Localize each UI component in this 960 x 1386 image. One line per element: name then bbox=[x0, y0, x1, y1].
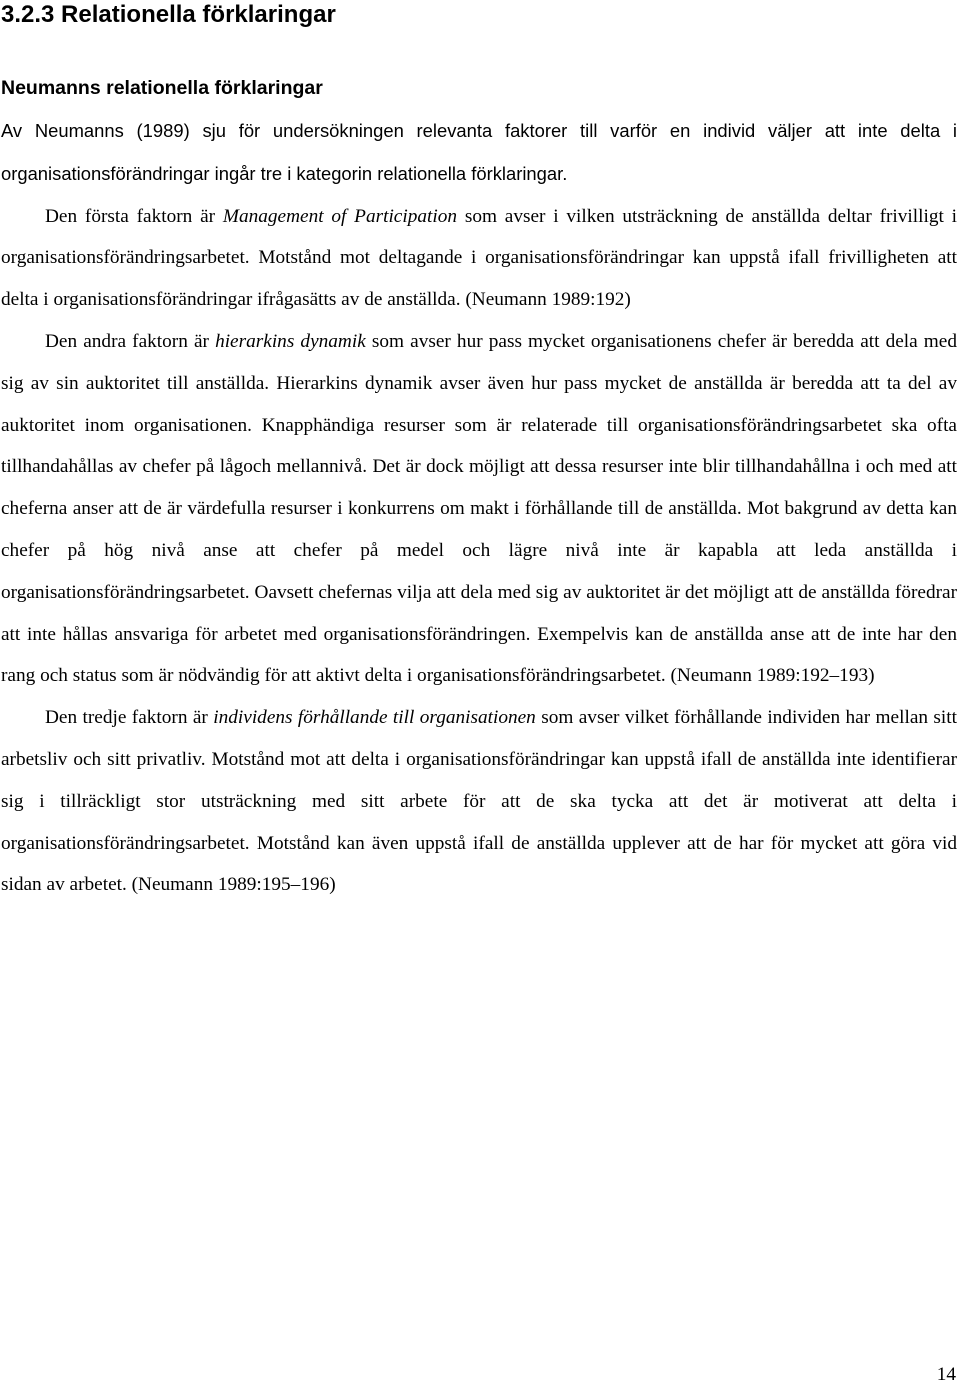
factor-1-text: som avser i vilken utsträckning de anställda deltar frivilligt i organisationsförändringsarbetet. Motstånd mot deltagande i organisationsförändringar kan uppstå ifall frivilligheten att delta i organisationsförändringar ifrågasätts av de anställda. (Neumann 1989:192) bbox=[1, 205, 957, 311]
factor-2-text: som avser hur pass mycket organisationens chefer är beredda att dela med sig av sin auktoritet till anställda. Hierarkins dynamik avser även hur pass mycket de anställda är beredda att ta del av auktoritet inom organisationen. Knapphändiga resurser som är relaterade till organisationsförändringsarbetet ska ofta tillhandahållas av chefer på lågoch mellannivå. Det är dock möjligt att dessa resurser inte blir tillhandahållna i och med att cheferna anser att de är värdefulla resurser i konkurrens om makt i förhållande till de anställda. Mot bakgrund av detta kan chefer på hög nivå anse att chefer på medel och lägre nivå inte är kapabla att leda anställda i organisationsförändringsarbetet. Oavsett chefernas vilja att dela med sig av auktoritet är det möjligt att de anställda föredrar att inte hållas ansvariga för arbetet med organisationsförändringen. Exempelvis kan de anställda anse att de inte har den rang och status som är nödvändig för att aktivt delta i organisationsförändringsarbetet. (Neumann 1989:192–193) bbox=[1, 330, 957, 687]
factor-3-lead: Den tredje faktorn är bbox=[45, 707, 214, 729]
paragraph-factor-1 bbox=[1, 196, 957, 321]
paragraph-factor-2 bbox=[1, 321, 957, 697]
paragraph-factor-3 bbox=[1, 697, 957, 906]
section-heading: 3.2.3 Relationella förklaringar bbox=[1, 1, 336, 28]
factor-2-lead: Den andra faktorn är bbox=[45, 330, 216, 352]
factor-3-text: som avser vilket förhållande individen har mellan sitt arbetsliv och sitt privatliv. Motstånd mot att delta i organisationsförändringar kan uppstå ifall de anställda inte identifierar sig i tillräckligt stor utsträckning med sitt arbete för att de ska tycka att det är motiverat att delta i organisationsförändringsarbetet. Motstånd kan även uppstå ifall de anställda upplever att de har för mycket att göra vid sidan av arbetet. (Neumann 1989:195–196) bbox=[1, 707, 957, 896]
intro-text: Av Neumanns (1989) sju för undersökningen relevanta faktorer till varför en individ väljer att inte delta i organisationsförändringar ingår tre i kategorin relationella förklaringar. bbox=[1, 120, 957, 184]
page-number: 14 bbox=[936, 1364, 956, 1385]
intro-paragraph bbox=[1, 110, 957, 196]
sub-heading: Neumanns relationella förklaringar bbox=[1, 77, 323, 99]
factor-3-term: individens förhållande till organisationen bbox=[213, 707, 536, 729]
factor-1-lead: Den första faktorn är bbox=[45, 205, 223, 227]
body-text bbox=[1, 110, 957, 906]
factor-2-term: hierarkins dynamik bbox=[215, 330, 366, 352]
factor-1-term: Management of Participation bbox=[222, 205, 458, 227]
